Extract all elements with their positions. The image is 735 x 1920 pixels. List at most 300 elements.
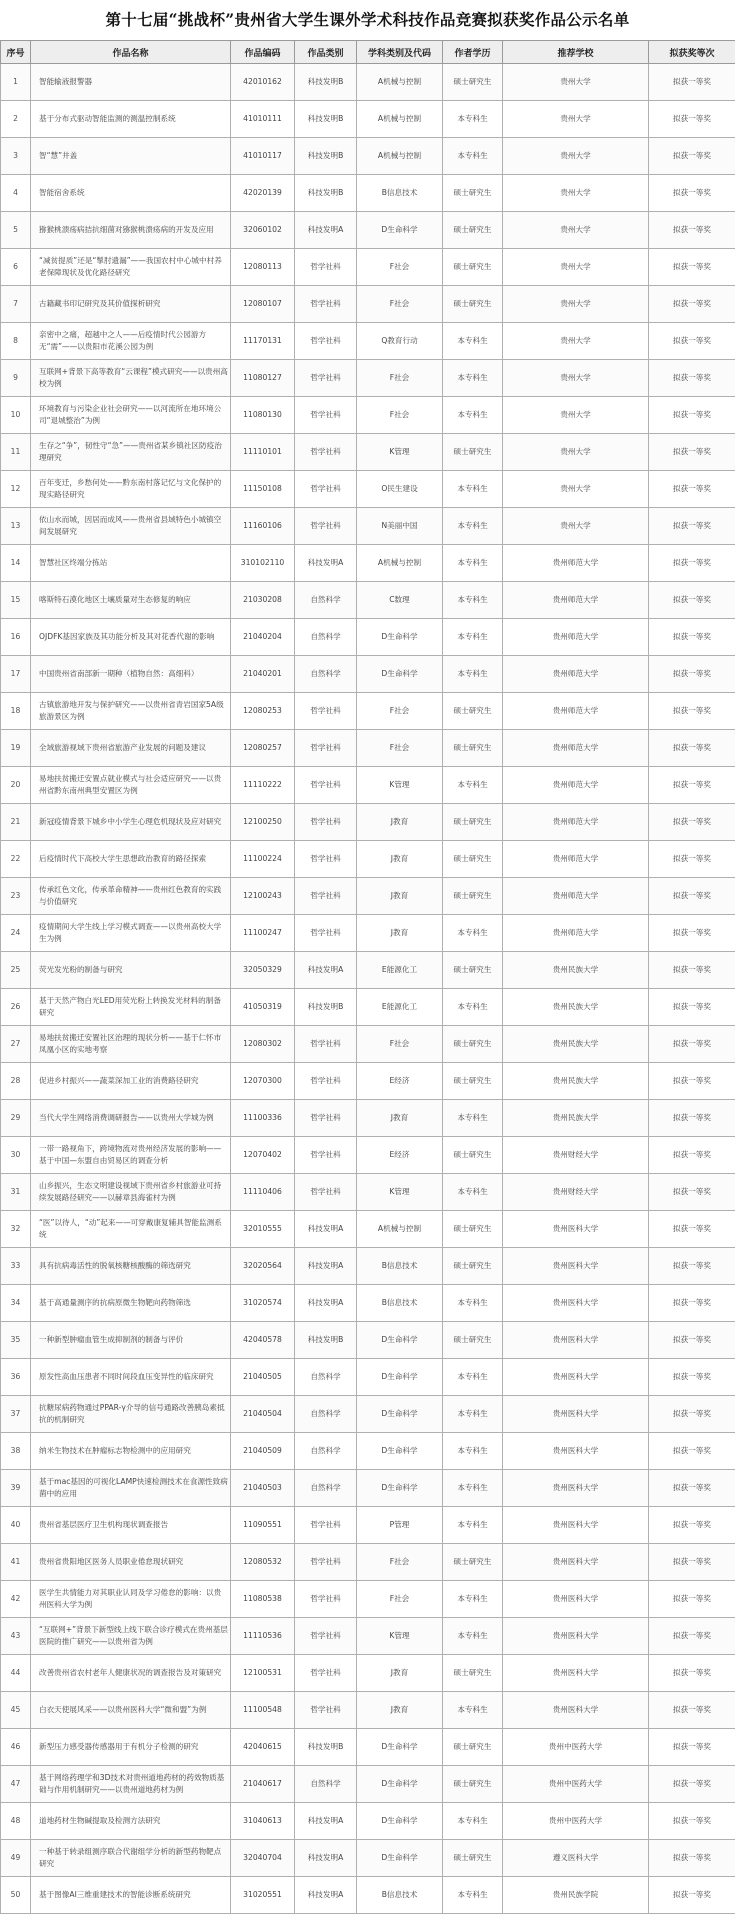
cell-edu: 本专科生 xyxy=(443,545,503,582)
cell-no: 35 xyxy=(1,1322,31,1359)
cell-award: 拟获一等奖 xyxy=(649,508,735,545)
cell-subject: B信息技术 xyxy=(357,1877,443,1914)
cell-edu: 本专科生 xyxy=(443,1470,503,1507)
cell-type: 哲学社科 xyxy=(295,508,357,545)
cell-name: 依山水而城，因居而成风——贵州省县域特色小城镇空间发展研究 xyxy=(31,508,231,545)
table-row xyxy=(1,1100,735,1137)
cell-no: 19 xyxy=(1,730,31,767)
cell-no: 10 xyxy=(1,397,31,434)
cell-no: 37 xyxy=(1,1396,31,1433)
cell-school: 贵州大学 xyxy=(503,64,649,101)
cell-no: 2 xyxy=(1,101,31,138)
cell-type: 科技发明B xyxy=(295,1322,357,1359)
cell-award: 拟获一等奖 xyxy=(649,582,735,619)
cell-award: 拟获一等奖 xyxy=(649,1100,735,1137)
cell-no: 6 xyxy=(1,249,31,286)
cell-award: 拟获一等奖 xyxy=(649,249,735,286)
table-row xyxy=(1,804,735,841)
cell-subject: O民生建设 xyxy=(357,471,443,508)
cell-code: 11080127 xyxy=(231,360,295,397)
cell-school: 贵州师范大学 xyxy=(503,767,649,804)
cell-award: 拟获一等奖 xyxy=(649,175,735,212)
cell-no: 45 xyxy=(1,1692,31,1729)
cell-subject: D生命科学 xyxy=(357,1470,443,1507)
cell-edu: 本专科生 xyxy=(443,1174,503,1211)
cell-name: 当代大学生网络消费调研报告——以贵州大学城为例 xyxy=(31,1100,231,1137)
table-row xyxy=(1,1803,735,1840)
cell-no: 17 xyxy=(1,656,31,693)
table-row xyxy=(1,1285,735,1322)
cell-name: 喀斯特石漠化地区土壤质量对生态修复的响应 xyxy=(31,582,231,619)
cell-name: 易地扶贫搬迁安置点就业模式与社会适应研究——以贵州省黔东南州典型安置区为例 xyxy=(31,767,231,804)
cell-name: 贵州省基层医疗卫生机构现状调查报告 xyxy=(31,1507,231,1544)
cell-edu: 硕士研究生 xyxy=(443,64,503,101)
cell-type: 哲学社科 xyxy=(295,878,357,915)
cell-no: 29 xyxy=(1,1100,31,1137)
cell-award: 拟获一等奖 xyxy=(649,1322,735,1359)
table-row xyxy=(1,1655,735,1692)
cell-name: 基于图像AI三维重建技术的智能诊断系统研究 xyxy=(31,1877,231,1914)
cell-award: 拟获一等奖 xyxy=(649,1137,735,1174)
cell-award: 拟获一等奖 xyxy=(649,841,735,878)
cell-no: 20 xyxy=(1,767,31,804)
cell-name: “医”以待人，“动”起来——可穿戴康复辅具智能监测系统 xyxy=(31,1211,231,1248)
cell-award: 拟获一等奖 xyxy=(649,360,735,397)
table-row xyxy=(1,1470,735,1507)
cell-name: 智能宿舍系统 xyxy=(31,175,231,212)
cell-award: 拟获一等奖 xyxy=(649,619,735,656)
cell-code: 21040617 xyxy=(231,1766,295,1803)
cell-code: 31020551 xyxy=(231,1877,295,1914)
cell-code: 12100531 xyxy=(231,1655,295,1692)
cell-edu: 硕士研究生 xyxy=(443,1248,503,1285)
cell-school: 贵州大学 xyxy=(503,101,649,138)
cell-type: 哲学社科 xyxy=(295,1174,357,1211)
cell-no: 34 xyxy=(1,1285,31,1322)
table-row xyxy=(1,1211,735,1248)
cell-type: 哲学社科 xyxy=(295,397,357,434)
cell-no: 11 xyxy=(1,434,31,471)
cell-school: 贵州医科大学 xyxy=(503,1470,649,1507)
cell-code: 41010117 xyxy=(231,138,295,175)
cell-edu: 本专科生 xyxy=(443,101,503,138)
cell-subject: D生命科学 xyxy=(357,1803,443,1840)
cell-edu: 本专科生 xyxy=(443,1396,503,1433)
cell-school: 贵州师范大学 xyxy=(503,693,649,730)
cell-school: 贵州民族大学 xyxy=(503,952,649,989)
cell-type: 自然科学 xyxy=(295,619,357,656)
cell-code: 11100247 xyxy=(231,915,295,952)
cell-type: 科技发明A xyxy=(295,1803,357,1840)
cell-subject: J教育 xyxy=(357,1692,443,1729)
cell-edu: 硕士研究生 xyxy=(443,1840,503,1877)
cell-code: 21040509 xyxy=(231,1433,295,1470)
cell-no: 36 xyxy=(1,1359,31,1396)
cell-award: 拟获一等奖 xyxy=(649,1544,735,1581)
cell-type: 哲学社科 xyxy=(295,249,357,286)
cell-subject: N美丽中国 xyxy=(357,508,443,545)
cell-school: 贵州师范大学 xyxy=(503,878,649,915)
cell-code: 21040504 xyxy=(231,1396,295,1433)
cell-type: 科技发明B xyxy=(295,64,357,101)
cell-type: 哲学社科 xyxy=(295,434,357,471)
cell-code: 12100243 xyxy=(231,878,295,915)
table-row xyxy=(1,656,735,693)
cell-edu: 硕士研究生 xyxy=(443,952,503,989)
cell-no: 25 xyxy=(1,952,31,989)
cell-award: 拟获一等奖 xyxy=(649,1655,735,1692)
cell-school: 贵州医科大学 xyxy=(503,1359,649,1396)
cell-no: 4 xyxy=(1,175,31,212)
cell-edu: 硕士研究生 xyxy=(443,1729,503,1766)
cell-code: 42040615 xyxy=(231,1729,295,1766)
cell-name: OJDFK基因家族及其功能分析及其对花香代谢的影响 xyxy=(31,619,231,656)
cell-no: 49 xyxy=(1,1840,31,1877)
cell-code: 31020574 xyxy=(231,1285,295,1322)
cell-subject: A机械与控制 xyxy=(357,1211,443,1248)
table-row xyxy=(1,730,735,767)
cell-no: 8 xyxy=(1,323,31,360)
cell-award: 拟获一等奖 xyxy=(649,952,735,989)
cell-subject: B信息技术 xyxy=(357,1248,443,1285)
cell-school: 贵州师范大学 xyxy=(503,619,649,656)
cell-award: 拟获一等奖 xyxy=(649,1396,735,1433)
cell-edu: 本专科生 xyxy=(443,508,503,545)
cell-code: 12080107 xyxy=(231,286,295,323)
table-row xyxy=(1,545,735,582)
cell-edu: 本专科生 xyxy=(443,471,503,508)
cell-code: 11150108 xyxy=(231,471,295,508)
cell-no: 14 xyxy=(1,545,31,582)
cell-type: 自然科学 xyxy=(295,1359,357,1396)
cell-edu: 本专科生 xyxy=(443,397,503,434)
cell-edu: 本专科生 xyxy=(443,138,503,175)
table-row xyxy=(1,952,735,989)
cell-edu: 本专科生 xyxy=(443,656,503,693)
cell-no: 33 xyxy=(1,1248,31,1285)
cell-name: 白衣天使展风采——以贵州医科大学“微和盟”为例 xyxy=(31,1692,231,1729)
cell-code: 42010162 xyxy=(231,64,295,101)
cell-school: 贵州大学 xyxy=(503,323,649,360)
cell-type: 哲学社科 xyxy=(295,804,357,841)
cell-no: 41 xyxy=(1,1544,31,1581)
cell-subject: E经济 xyxy=(357,1063,443,1100)
header-subject: 学科类别及代码 xyxy=(357,41,443,64)
table-row xyxy=(1,286,735,323)
cell-school: 遵义医科大学 xyxy=(503,1840,649,1877)
cell-name: 道地药材生物碱提取及检测方法研究 xyxy=(31,1803,231,1840)
cell-type: 自然科学 xyxy=(295,1396,357,1433)
cell-edu: 硕士研究生 xyxy=(443,286,503,323)
cell-type: 自然科学 xyxy=(295,1766,357,1803)
cell-award: 拟获一等奖 xyxy=(649,1618,735,1655)
table-row xyxy=(1,1026,735,1063)
cell-name: 新型压力感受器传感器用于有机分子检测的研究 xyxy=(31,1729,231,1766)
cell-no: 1 xyxy=(1,64,31,101)
cell-subject: K管理 xyxy=(357,434,443,471)
cell-award: 拟获一等奖 xyxy=(649,1470,735,1507)
cell-no: 40 xyxy=(1,1507,31,1544)
cell-school: 贵州医科大学 xyxy=(503,1322,649,1359)
cell-subject: F社会 xyxy=(357,730,443,767)
cell-school: 贵州医科大学 xyxy=(503,1544,649,1581)
cell-no: 44 xyxy=(1,1655,31,1692)
cell-code: 12100250 xyxy=(231,804,295,841)
table-row xyxy=(1,1063,735,1100)
cell-award: 拟获一等奖 xyxy=(649,693,735,730)
cell-award: 拟获一等奖 xyxy=(649,323,735,360)
cell-code: 12080532 xyxy=(231,1544,295,1581)
cell-name: 智慧社区终端分拣站 xyxy=(31,545,231,582)
table-row xyxy=(1,693,735,730)
cell-type: 哲学社科 xyxy=(295,471,357,508)
table-row xyxy=(1,323,735,360)
cell-name: 荧光发光粉的制备与研究 xyxy=(31,952,231,989)
cell-code: 42040578 xyxy=(231,1322,295,1359)
cell-award: 拟获一等奖 xyxy=(649,1285,735,1322)
cell-code: 11170131 xyxy=(231,323,295,360)
cell-subject: A机械与控制 xyxy=(357,545,443,582)
table-row xyxy=(1,1507,735,1544)
cell-award: 拟获一等奖 xyxy=(649,1359,735,1396)
cell-type: 科技发明A xyxy=(295,1877,357,1914)
table-row xyxy=(1,841,735,878)
cell-type: 哲学社科 xyxy=(295,360,357,397)
cell-code: 32050329 xyxy=(231,952,295,989)
cell-school: 贵州师范大学 xyxy=(503,841,649,878)
cell-award: 拟获一等奖 xyxy=(649,1026,735,1063)
cell-no: 7 xyxy=(1,286,31,323)
cell-no: 21 xyxy=(1,804,31,841)
cell-name: 传承红色文化，传承革命精神——贵州红色教育的实践与价值研究 xyxy=(31,878,231,915)
table-row xyxy=(1,915,735,952)
cell-type: 科技发明A xyxy=(295,1285,357,1322)
cell-edu: 硕士研究生 xyxy=(443,1063,503,1100)
cell-award: 拟获一等奖 xyxy=(649,1581,735,1618)
cell-no: 39 xyxy=(1,1470,31,1507)
cell-subject: J教育 xyxy=(357,804,443,841)
cell-no: 26 xyxy=(1,989,31,1026)
table-row xyxy=(1,1137,735,1174)
table-row xyxy=(1,582,735,619)
cell-no: 23 xyxy=(1,878,31,915)
cell-edu: 硕士研究生 xyxy=(443,693,503,730)
cell-school: 贵州医科大学 xyxy=(503,1655,649,1692)
cell-subject: D生命科学 xyxy=(357,1322,443,1359)
cell-subject: F社会 xyxy=(357,360,443,397)
table-row xyxy=(1,1618,735,1655)
cell-type: 哲学社科 xyxy=(295,767,357,804)
cell-code: 11090551 xyxy=(231,1507,295,1544)
cell-subject: F社会 xyxy=(357,1581,443,1618)
cell-type: 哲学社科 xyxy=(295,1100,357,1137)
cell-code: 12080113 xyxy=(231,249,295,286)
cell-award: 拟获一等奖 xyxy=(649,989,735,1026)
cell-school: 贵州大学 xyxy=(503,434,649,471)
table-header-row xyxy=(1,41,735,64)
cell-award: 拟获一等奖 xyxy=(649,767,735,804)
cell-name: 原发性高血压患者不同时间段血压变异性的临床研究 xyxy=(31,1359,231,1396)
cell-name: 智“慧”井盖 xyxy=(31,138,231,175)
cell-school: 贵州医科大学 xyxy=(503,1692,649,1729)
cell-code: 42020139 xyxy=(231,175,295,212)
cell-code: 11100336 xyxy=(231,1100,295,1137)
cell-award: 拟获一等奖 xyxy=(649,545,735,582)
cell-no: 47 xyxy=(1,1766,31,1803)
cell-award: 拟获一等奖 xyxy=(649,101,735,138)
cell-name: 互联网+背景下高等教育“云课程”模式研究——以贵州高校为例 xyxy=(31,360,231,397)
cell-name: 生存之“争”，韧性守“急”——贵州省某乡镇社区防疫治理研究 xyxy=(31,434,231,471)
cell-subject: D生命科学 xyxy=(357,619,443,656)
cell-school: 贵州师范大学 xyxy=(503,915,649,952)
cell-edu: 本专科生 xyxy=(443,1433,503,1470)
cell-code: 11110101 xyxy=(231,434,295,471)
cell-edu: 本专科生 xyxy=(443,323,503,360)
cell-subject: D生命科学 xyxy=(357,1433,443,1470)
table-row xyxy=(1,471,735,508)
table-row xyxy=(1,767,735,804)
cell-edu: 硕士研究生 xyxy=(443,730,503,767)
cell-award: 拟获一等奖 xyxy=(649,138,735,175)
cell-award: 拟获一等奖 xyxy=(649,1803,735,1840)
table-row xyxy=(1,249,735,286)
cell-subject: F社会 xyxy=(357,1026,443,1063)
table-row xyxy=(1,1544,735,1581)
table-row xyxy=(1,1433,735,1470)
cell-code: 32020564 xyxy=(231,1248,295,1285)
cell-edu: 本专科生 xyxy=(443,1618,503,1655)
cell-subject: D生命科学 xyxy=(357,212,443,249)
table-row xyxy=(1,101,735,138)
cell-code: 12070402 xyxy=(231,1137,295,1174)
cell-award: 拟获一等奖 xyxy=(649,1063,735,1100)
cell-no: 30 xyxy=(1,1137,31,1174)
cell-award: 拟获一等奖 xyxy=(649,1692,735,1729)
cell-edu: 硕士研究生 xyxy=(443,841,503,878)
cell-edu: 硕士研究生 xyxy=(443,804,503,841)
table-row xyxy=(1,1396,735,1433)
cell-code: 11110536 xyxy=(231,1618,295,1655)
cell-name: 医学生共情能力对其职业认同及学习倦怠的影响：以贵州医科大学为例 xyxy=(31,1581,231,1618)
cell-type: 哲学社科 xyxy=(295,1581,357,1618)
cell-award: 拟获一等奖 xyxy=(649,434,735,471)
cell-no: 22 xyxy=(1,841,31,878)
cell-name: 易地扶贫搬迁安置社区治理的现状分析——基于仁怀市凤凰小区的实地考察 xyxy=(31,1026,231,1063)
cell-name: 亲密中之痛，超越中之人——后疫情时代公园游方无“需”——以贵阳市花溪公园为例 xyxy=(31,323,231,360)
cell-name: 一带一路视角下，跨境物流对贵州经济发展的影响——基于中国—东盟自由贸易区的调查分析 xyxy=(31,1137,231,1174)
cell-no: 12 xyxy=(1,471,31,508)
cell-award: 拟获一等奖 xyxy=(649,1433,735,1470)
cell-school: 贵州医科大学 xyxy=(503,1396,649,1433)
table-row xyxy=(1,1729,735,1766)
cell-code: 310102110 xyxy=(231,545,295,582)
cell-edu: 本专科生 xyxy=(443,1507,503,1544)
header-type: 作品类别 xyxy=(295,41,357,64)
cell-subject: K管理 xyxy=(357,767,443,804)
cell-type: 哲学社科 xyxy=(295,1026,357,1063)
cell-subject: K管理 xyxy=(357,1618,443,1655)
header-edu: 作者学历 xyxy=(443,41,503,64)
cell-no: 15 xyxy=(1,582,31,619)
table-row xyxy=(1,619,735,656)
cell-code: 32040704 xyxy=(231,1840,295,1877)
cell-name: 基于网络药理学和3D技术对贵州道地药材的药效物质基础与作用机制研究——以贵州道地药材为例 xyxy=(31,1766,231,1803)
cell-type: 科技发明A xyxy=(295,545,357,582)
cell-school: 贵州民族大学 xyxy=(503,1026,649,1063)
cell-code: 21040201 xyxy=(231,656,295,693)
cell-no: 5 xyxy=(1,212,31,249)
cell-award: 拟获一等奖 xyxy=(649,1174,735,1211)
cell-subject: E能源化工 xyxy=(357,989,443,1026)
cell-subject: J教育 xyxy=(357,1655,443,1692)
cell-type: 哲学社科 xyxy=(295,1137,357,1174)
cell-name: 全域旅游视域下贵州省旅游产业发展的问题及建议 xyxy=(31,730,231,767)
cell-name: 新冠疫情背景下城乡中小学生心理危机现状及应对研究 xyxy=(31,804,231,841)
header-code: 作品编码 xyxy=(231,41,295,64)
table-row xyxy=(1,989,735,1026)
header-name: 作品名称 xyxy=(31,41,231,64)
cell-school: 贵州民族大学 xyxy=(503,1100,649,1137)
cell-school: 贵州大学 xyxy=(503,286,649,323)
cell-name: 环境教育与污染企业社会研究——以河流所在地环境公司“退城整治”为例 xyxy=(31,397,231,434)
cell-name: 基于高通量测序的抗病原微生物靶向药物筛选 xyxy=(31,1285,231,1322)
cell-school: 贵州中医药大学 xyxy=(503,1803,649,1840)
cell-edu: 硕士研究生 xyxy=(443,175,503,212)
cell-name: 百年变迁，乡愁何处——黔东南村落记忆与文化保护的现实路径研究 xyxy=(31,471,231,508)
table-row xyxy=(1,1174,735,1211)
cell-award: 拟获一等奖 xyxy=(649,656,735,693)
cell-type: 哲学社科 xyxy=(295,693,357,730)
cell-subject: B信息技术 xyxy=(357,1285,443,1322)
cell-school: 贵州大学 xyxy=(503,175,649,212)
cell-award: 拟获一等奖 xyxy=(649,1211,735,1248)
cell-edu: 硕士研究生 xyxy=(443,1766,503,1803)
cell-code: 31040613 xyxy=(231,1803,295,1840)
cell-school: 贵州医科大学 xyxy=(503,1211,649,1248)
cell-edu: 本专科生 xyxy=(443,1581,503,1618)
cell-edu: 本专科生 xyxy=(443,915,503,952)
table-row xyxy=(1,397,735,434)
cell-edu: 硕士研究生 xyxy=(443,1026,503,1063)
cell-award: 拟获一等奖 xyxy=(649,1766,735,1803)
cell-edu: 本专科生 xyxy=(443,1285,503,1322)
cell-type: 哲学社科 xyxy=(295,841,357,878)
cell-type: 哲学社科 xyxy=(295,286,357,323)
cell-subject: C数理 xyxy=(357,582,443,619)
cell-no: 13 xyxy=(1,508,31,545)
cell-edu: 硕士研究生 xyxy=(443,1322,503,1359)
cell-code: 11100548 xyxy=(231,1692,295,1729)
cell-no: 27 xyxy=(1,1026,31,1063)
cell-name: 古籍藏书印记研究及其价值探析研究 xyxy=(31,286,231,323)
cell-subject: A机械与控制 xyxy=(357,138,443,175)
cell-edu: 硕士研究生 xyxy=(443,1544,503,1581)
table-row xyxy=(1,1581,735,1618)
cell-award: 拟获一等奖 xyxy=(649,286,735,323)
cell-name: 中国贵州省南部新一期种（植物自然：高细科） xyxy=(31,656,231,693)
cell-code: 11100224 xyxy=(231,841,295,878)
award-table xyxy=(0,40,735,1914)
cell-type: 科技发明B xyxy=(295,1729,357,1766)
cell-school: 贵州民族大学 xyxy=(503,989,649,1026)
cell-award: 拟获一等奖 xyxy=(649,1840,735,1877)
cell-edu: 硕士研究生 xyxy=(443,249,503,286)
cell-edu: 本专科生 xyxy=(443,1692,503,1729)
cell-subject: A机械与控制 xyxy=(357,101,443,138)
cell-no: 50 xyxy=(1,1877,31,1914)
cell-school: 贵州医科大学 xyxy=(503,1581,649,1618)
cell-award: 拟获一等奖 xyxy=(649,64,735,101)
